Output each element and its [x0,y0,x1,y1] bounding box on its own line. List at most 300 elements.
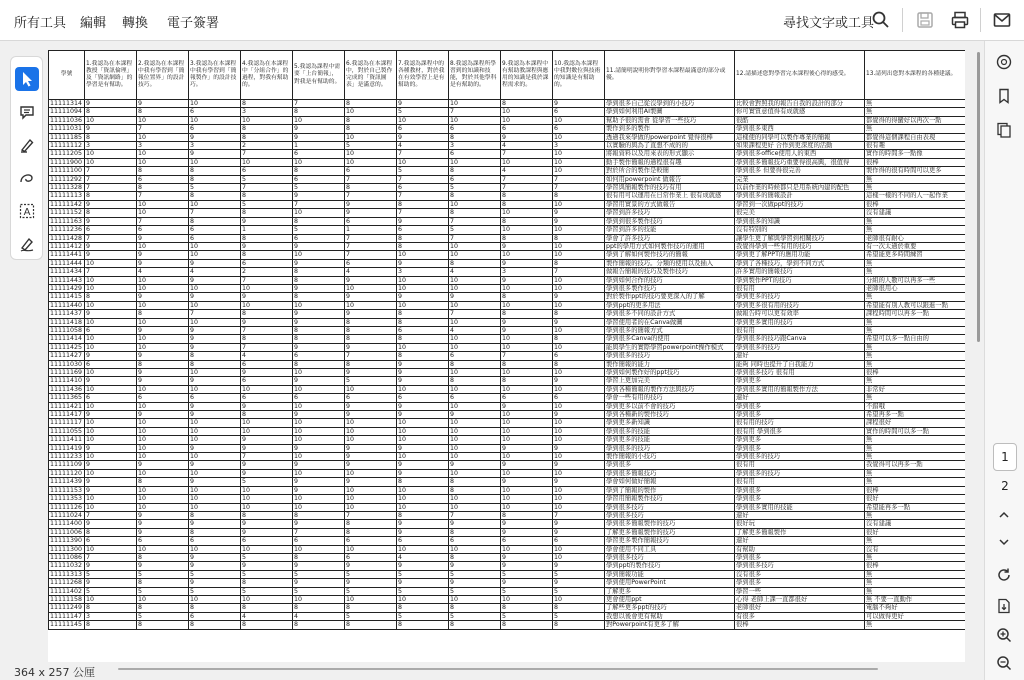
table-header-row [49,51,966,100]
next-page-chevron-down-icon[interactable] [995,533,1015,553]
table-cell: 很有用 [735,284,865,292]
table-cell: 10 [397,251,449,259]
table-cell: 學到很多技巧 [605,553,735,561]
table-cell: 8 [501,360,553,368]
table-cell: 9 [137,234,189,242]
table-row [49,301,966,309]
table-cell: 學到很多製作技巧 [605,284,735,292]
table-cell: 學到很多自己從沒學到的小技巧 [605,100,735,108]
table-cell: 學到了各種技巧，學到不同方式 [735,259,865,267]
table-cell: 學到很多的技巧 [735,453,865,461]
table-cell: 9 [137,352,189,360]
table-cell: 8 [345,326,397,334]
table-cell: 學到簡報功能 [605,570,735,578]
student-id-cell: 11111417 [49,411,85,419]
table-cell: 10 [345,545,397,553]
table-cell: 9 [137,369,189,377]
table-cell: 7 [345,234,397,242]
top-toolbar [0,0,1024,41]
table-cell: 7 [449,108,501,116]
table-cell: 學到更多很有用的技巧 [735,301,865,309]
vertical-scroll-thumb[interactable] [977,52,980,342]
table-cell: 10 [345,469,397,477]
table-cell: 7 [241,453,293,461]
student-id-cell: 11111109 [49,461,85,469]
table-cell: 8 [85,108,137,116]
table-cell: 1 [345,226,397,234]
table-cell: 10 [189,436,241,444]
previous-page-chevron-up-icon[interactable] [995,506,1015,526]
table-cell: 9 [189,343,241,351]
table-cell: 希望再多一點 [865,411,966,419]
table-row [49,150,966,158]
table-cell: 5 [345,570,397,578]
table-cell: 學到很多簡報技巧重要得很高興，很值得 [735,158,865,166]
menu-convert[interactable]: 轉換 [122,16,149,31]
column-header-q11: 11.請簡明說明你對學習本課程最滿意的部分或優。 [605,51,735,100]
table-cell: 9 [397,100,449,108]
table-cell: 10 [293,158,345,166]
table-cell: 8 [449,167,501,175]
table-cell: 學到很多的技巧跟Canva [735,335,865,343]
table-cell: 學到製作PPT的技巧 [735,276,865,284]
table-cell: 10 [85,419,137,427]
table-cell: 4 [293,612,345,620]
horizontal-scrollbar[interactable] [48,664,965,674]
table-row [49,612,966,620]
table-cell: 無 [865,108,966,116]
table-cell: 9 [553,444,605,452]
table-cell: 9 [501,461,553,469]
menu-edit[interactable]: 編輯 [80,16,107,31]
table-cell: 學到各種簡報的製作方法與技巧 [605,385,735,393]
table-cell: 8 [553,234,605,242]
table-row [49,503,966,511]
table-cell: 10 [137,419,189,427]
table-cell: 10 [501,453,553,461]
column-header-q13: 13.請列出您對本課程的各種建議。 [865,51,966,100]
table-cell: 6 [293,150,345,158]
table-cell: 8 [241,125,293,133]
table-cell: 8 [397,352,449,360]
table-cell: 6 [501,537,553,545]
table-row [49,385,966,393]
table-cell: 10 [137,545,189,553]
page-thumbnails-icon[interactable] [995,121,1015,141]
table-cell: 9 [553,579,605,587]
table-cell: 8 [137,184,189,192]
table-cell: 10 [397,436,449,444]
table-row [49,100,966,108]
student-id-cell: 11111145 [49,621,85,629]
table-cell: 4 [397,142,449,150]
table-row [49,234,966,242]
table-cell: 10 [553,453,605,461]
table-cell: 10 [137,133,189,141]
table-cell: 10 [553,436,605,444]
table-cell: 10 [189,251,241,259]
table-cell: 都覺得的得蠻好以再次一點 [865,116,966,124]
table-row [49,604,966,612]
table-cell: 8 [345,116,397,124]
table-cell: 學到如何製作好的ppt技巧 [605,369,735,377]
table-cell: 9 [501,259,553,267]
table-cell: 9 [293,520,345,528]
table-cell: 8 [345,360,397,368]
table-cell: 老師很用心 [865,284,966,292]
student-id-cell: 11111006 [49,528,85,536]
table-cell: 10 [293,545,345,553]
table-cell: 9 [397,579,449,587]
student-id-cell: 11111030 [49,360,85,368]
table-cell: 8 [85,133,137,141]
table-cell: 10 [293,209,345,217]
table-cell: 8 [137,621,189,629]
table-cell: 9 [189,478,241,486]
student-id-cell: 11111414 [49,335,85,343]
table-cell: 10 [189,419,241,427]
table-cell: 無 [865,217,966,225]
export-file-icon[interactable] [995,597,1015,617]
student-id-cell: 11111185 [49,133,85,141]
table-cell: 無 [865,360,966,368]
print-icon[interactable] [950,10,970,30]
table-cell: 6 [241,377,293,385]
table-cell: 5 [553,587,605,595]
table-cell: 10 [137,402,189,410]
student-id-cell: 11111313 [49,570,85,578]
comment-icon[interactable] [15,100,39,124]
table-cell: 學到ppt的製作技巧 [605,562,735,570]
table-cell: 7 [241,343,293,351]
horizontal-scroll-thumb[interactable] [118,668,878,670]
table-cell: 10 [501,301,553,309]
table-cell: 無 [865,469,966,477]
table-row [49,360,966,368]
table-cell: 有很多 [735,612,865,620]
table-cell: 10 [501,419,553,427]
table-cell: 10 [137,301,189,309]
vertical-scrollbar[interactable] [969,44,981,662]
table-cell: 很棒 [865,200,966,208]
table-row [49,192,966,200]
table-cell: 8 [137,108,189,116]
table-cell: 沒有很多 [735,570,865,578]
right-rail [984,41,1024,680]
table-cell: 6 [449,394,501,402]
select-tool-icon[interactable] [15,67,39,91]
table-cell: 10 [241,495,293,503]
zoom-in-icon[interactable] [995,626,1015,646]
table-cell: 9 [501,242,553,250]
student-id-cell: 11111444 [49,259,85,267]
table-cell: 9 [293,411,345,419]
table-row [49,579,966,587]
column-header-q2: 2.我認為在本課程中我有學習到「簡報位置界」的設計技巧。 [137,51,189,100]
table-cell: 學到很多的簡報方式 [605,326,735,334]
table-cell: 9 [85,125,137,133]
table-row [49,486,966,494]
table-cell: 6 [293,394,345,402]
table-cell: 5 [345,612,397,620]
table-cell: 8 [241,234,293,242]
table-cell: 8 [553,360,605,368]
table-cell: 8 [137,310,189,318]
table-cell: 10 [501,343,553,351]
table-cell: 8 [397,335,449,343]
table-cell: 10 [449,251,501,259]
table-cell: 10 [449,100,501,108]
table-cell: 7 [501,352,553,360]
mail-icon[interactable] [992,10,1012,30]
table-cell: 很好 [865,495,966,503]
table-cell: 8 [449,528,501,536]
table-cell: 6 [345,259,397,267]
table-cell: 完業 [735,175,865,183]
student-id-cell: 11111328 [49,184,85,192]
table-cell: 8 [241,604,293,612]
table-cell: 10 [501,503,553,511]
student-id-cell: 11111440 [49,301,85,309]
table-cell: 10 [85,259,137,267]
table-cell: 10 [189,242,241,250]
column-header-q4: 4.我認為在本課程中「分組合作」的過程，對我有幫助的。 [241,51,293,100]
table-cell: 6 [397,226,449,234]
table-cell: 10 [449,503,501,511]
menu-all-tools[interactable]: 所有工具 [14,16,67,31]
table-cell: 10 [293,116,345,124]
table-cell: 9 [85,200,137,208]
table-cell: 9 [345,461,397,469]
highlight-pen-icon[interactable] [15,133,39,157]
table-cell: 10 [241,427,293,435]
table-cell: 10 [345,419,397,427]
table-cell: 6 [449,125,501,133]
table-cell: 4 [501,167,553,175]
table-cell: 製作到多的製作 [605,125,735,133]
table-cell: 10 [345,301,397,309]
table-cell: 8 [449,377,501,385]
table-cell: 學到更多的技巧 [735,293,865,301]
table-cell: 8 [501,604,553,612]
table-cell: 8 [293,108,345,116]
table-cell: 8 [137,604,189,612]
table-cell: 1 [241,226,293,234]
table-cell: 10 [137,469,189,477]
table-cell: 學習上更加完美 [605,377,735,385]
table-cell: 6 [137,226,189,234]
table-cell: 8 [345,318,397,326]
student-id-cell: 11111428 [49,234,85,242]
table-cell: 10 [553,200,605,208]
table-cell: 9 [345,200,397,208]
bookmark-icon[interactable] [995,87,1015,107]
text-recognition-icon[interactable] [15,199,39,223]
table-cell: 9 [345,369,397,377]
table-cell: 7 [85,268,137,276]
table-cell: 了解更多簡報製作 [735,528,865,536]
table-cell: 4 [397,553,449,561]
column-header-q8: 8.我認為課程所學習到的知識和技能，對於其他學科是有幫助的。 [449,51,501,100]
student-id-cell: 11111163 [49,217,85,225]
student-id-cell: 11111268 [49,579,85,587]
table-cell: 10 [501,335,553,343]
table-row [49,352,966,360]
table-cell: 9 [85,377,137,385]
table-cell: 10 [345,427,397,435]
table-cell: 希望能更多時間練習 [865,251,966,259]
table-cell: 9 [293,343,345,351]
table-cell: 8 [397,318,449,326]
table-cell: 10 [137,453,189,461]
table-cell: 學到很多不同的設計方式 [605,310,735,318]
table-cell: 7 [85,175,137,183]
student-id-cell: 11111439 [49,478,85,486]
table-cell: 10 [501,411,553,419]
table-cell: 8 [397,511,449,519]
table-cell: 10 [189,486,241,494]
table-cell: 學到很多實用的技能 [735,503,865,511]
table-cell: 7 [397,209,449,217]
column-header-q10: 10.我認為本課程中我對數位與技術的知識是有幫助的。 [553,51,605,100]
table-cell: 10 [553,284,605,292]
table-cell: 很棒 [865,369,966,377]
table-cell: 5 [397,612,449,620]
table-cell: 10 [85,427,137,435]
table-cell: 9 [345,209,397,217]
table-cell: 無 [865,511,966,519]
table-cell: 2 [241,268,293,276]
table-cell: 9 [189,562,241,570]
table-cell: 6 [241,167,293,175]
draw-freehand-icon[interactable] [15,166,39,190]
zoom-out-icon[interactable] [995,654,1015,674]
table-cell: 7 [397,175,449,183]
table-cell: 10 [553,116,605,124]
table-cell: 9 [85,217,137,225]
table-cell: 5 [241,175,293,183]
table-cell: 9 [241,318,293,326]
table-cell: 希望可以多一點自由的 [865,335,966,343]
student-id-cell: 11111421 [49,402,85,410]
table-cell: 10 [397,158,449,166]
table-cell: 9 [397,369,449,377]
table-row [49,495,966,503]
table-row [49,520,966,528]
ai-assistant-icon[interactable] [995,53,1015,73]
student-id-cell: 11111390 [49,537,85,545]
refresh-rotate-icon[interactable] [995,566,1015,586]
table-cell: 10 [553,251,605,259]
table-cell: 希望能有別人教可以跟進一點 [865,301,966,309]
table-cell: 許多實用的簡報技巧 [735,268,865,276]
table-cell: 10 [553,503,605,511]
table-cell: 9 [241,242,293,250]
table-cell: 9 [501,478,553,486]
table-cell: 10 [85,335,137,343]
table-cell: 實作的時間多一點像 [865,150,966,158]
table-cell: 很有用可以運用在日常作業上 很有成就感 [605,192,735,200]
table-cell: 學到如何合作的技巧 [605,276,735,284]
table-cell: 9 [293,259,345,267]
table-cell: 9 [449,411,501,419]
table-cell: 10 [293,369,345,377]
table-cell: 學到很多 [605,461,735,469]
table-cell: 8 [553,604,605,612]
table-cell: 10 [189,595,241,603]
table-cell: 無 [865,343,966,351]
table-cell: 8 [397,242,449,250]
student-id-cell: 11111411 [49,436,85,444]
find-text-or-tools-button[interactable]: 尋找文字或工具 [783,16,875,31]
table-cell: 學到各種新的製作技巧 [605,411,735,419]
table-cell: 9 [397,411,449,419]
student-id-cell: 11111112 [49,142,85,150]
current-page-input[interactable]: 1 [993,443,1017,471]
menu-esign[interactable]: 電子簽署 [167,16,220,31]
table-cell: 10 [345,108,397,116]
table-cell: 9 [137,461,189,469]
search-icon[interactable] [871,10,891,30]
sign-pen-icon[interactable] [15,232,39,256]
table-cell: 10 [189,200,241,208]
student-id-cell: 11111036 [49,116,85,124]
table-cell: 10 [501,116,553,124]
table-cell: 6 [345,217,397,225]
table-cell: 9 [241,469,293,477]
table-cell: 10 [345,486,397,494]
table-cell: 10 [449,200,501,208]
table-cell: 學習到許多的技能 [605,226,735,234]
table-cell: 8 [293,167,345,175]
table-cell: 學到很多簡報製作的技巧 [605,520,735,528]
table-cell: 10 [293,495,345,503]
table-cell: 9 [241,217,293,225]
table-cell: 10 [137,385,189,393]
table-row [49,125,966,133]
table-cell: 8 [241,335,293,343]
table-cell: 8 [293,621,345,629]
table-cell: 8 [449,604,501,612]
table-cell: 將報資料以及用來表的形式顯示 [605,150,735,158]
table-cell: 10 [137,335,189,343]
table-cell: 8 [449,478,501,486]
table-cell: 8 [85,192,137,200]
table-cell: 10 [553,495,605,503]
table-cell: 8 [501,293,553,301]
save-icon[interactable] [915,10,935,30]
table-cell: 學到很多 [735,486,865,494]
table-cell: 7 [241,326,293,334]
table-cell: 9 [501,579,553,587]
table-cell: 很酷 [735,116,865,124]
table-cell: 透過我來學做的powerpoint 覺得很棒 [605,133,735,141]
table-row [49,595,966,603]
table-cell: 10 [501,284,553,292]
table-cell: 9 [501,402,553,410]
student-id-cell: 11111292 [49,175,85,183]
student-id-cell: 11111113 [49,192,85,200]
table-cell: 8 [501,217,553,225]
table-cell: 8 [189,360,241,368]
table-cell: 8 [241,411,293,419]
table-cell: 9 [345,579,397,587]
table-cell: 很有用 [735,326,865,334]
table-cell: 9 [345,411,397,419]
table-cell: 5 [85,570,137,578]
student-id-cell: 11111314 [49,100,85,108]
table-cell: 沒有特別的 [735,226,865,234]
